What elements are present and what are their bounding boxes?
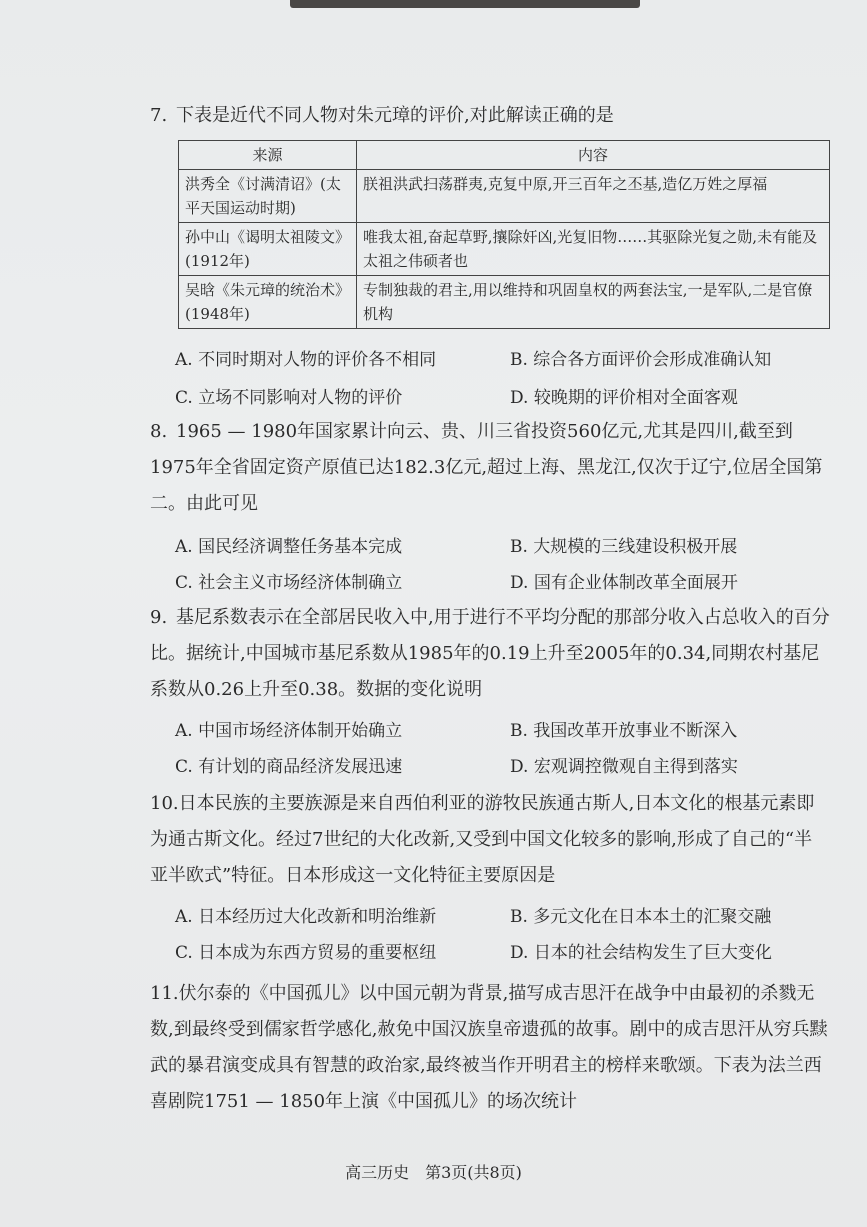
table-cell-source: 孙中山《谒明太祖陵文》(1912年) bbox=[179, 223, 357, 276]
option-c[interactable]: C. 日本成为东西方贸易的重要枢纽 bbox=[175, 943, 437, 963]
question-stem: 基尼系数表示在全部居民收入中,用于进行不平均分配的那部分收入占总收入的百分比。据统计,中国城市基尼系数从1985年的0.19上升至2005年的0.34,同期农村基尼系数从0.26上升至0.38。数据的变化说明 bbox=[150, 607, 830, 700]
question-9 bbox=[150, 600, 830, 708]
question-stem: 日本民族的主要族源是来自西伯利亚的游牧民族通古斯人,日本文化的根基元素即为通古斯文化。经过7世纪的大化改新,又受到中国文化较多的影响,形成了自己的“半亚半欧式”特征。日本形成这一文化特征主要原因是 bbox=[150, 793, 815, 886]
option-c[interactable]: C. 有计划的商品经济发展迅速 bbox=[175, 757, 403, 777]
option-a[interactable]: A. 不同时期对人物的评价各不相同 bbox=[175, 350, 437, 370]
option-c[interactable]: C. 立场不同影响对人物的评价 bbox=[175, 388, 403, 408]
table-cell-content: 专制独裁的君主,用以维持和巩固皇权的两套法宝,一是军队,二是官僚机构 bbox=[357, 276, 830, 329]
question-11 bbox=[150, 976, 830, 1120]
option-d[interactable]: D. 较晚期的评价相对全面客观 bbox=[510, 388, 738, 408]
question-stem: 下表是近代不同人物对朱元璋的评价,对此解读正确的是 bbox=[176, 105, 614, 126]
question-stem: 伏尔泰的《中国孤儿》以中国元朝为背景,描写成吉思汗在战争中由最初的杀戮无数,到最终受到儒家哲学感化,赦免中国汉族皇帝遗孤的故事。剧中的成吉思汗从穷兵黩武的暴君演变成具有智慧的政治家,最终被当作开明君主的榜样来歌颂。下表为法兰西喜剧院1751 — 1850年上演《中国孤儿》的场次统计 bbox=[150, 983, 828, 1112]
table-cell-content: 朕祖洪武扫荡群夷,克复中原,开三百年之丕基,造亿万姓之厚福 bbox=[357, 170, 830, 223]
option-b[interactable]: B. 我国改革开放事业不断深入 bbox=[510, 721, 738, 741]
page-top-edge bbox=[290, 0, 640, 8]
table-row bbox=[179, 223, 830, 276]
table-cell-content: 唯我太祖,奋起草野,攘除奸凶,光复旧物……其驱除光复之勋,未有能及太祖之伟硕者也 bbox=[357, 223, 830, 276]
option-b[interactable]: B. 大规模的三线建设积极开展 bbox=[510, 537, 738, 557]
question-7 bbox=[150, 98, 830, 134]
table-cell-source: 吴晗《朱元璋的统治术》(1948年) bbox=[179, 276, 357, 329]
option-a[interactable]: A. 日本经历过大化改新和明治维新 bbox=[175, 907, 437, 927]
evaluation-table bbox=[178, 140, 830, 329]
option-d[interactable]: D. 宏观调控微观自主得到落实 bbox=[510, 757, 738, 777]
question-number: 11. bbox=[150, 983, 179, 1004]
question-8 bbox=[150, 414, 830, 522]
question-10 bbox=[150, 786, 830, 894]
table-cell-source: 洪秀全《讨满清诏》(太平天国运动时期) bbox=[179, 170, 357, 223]
option-b[interactable]: B. 综合各方面评价会形成准确认知 bbox=[510, 350, 772, 370]
question-stem: 1965 — 1980年国家累计向云、贵、川三省投资560亿元,尤其是四川,截至到1975年全省固定资产原值已达182.3亿元,超过上海、黑龙江,仅次于辽宁,位居全国第二。由此可见 bbox=[150, 421, 823, 514]
option-d[interactable]: D. 国有企业体制改革全面展开 bbox=[510, 573, 738, 593]
option-d[interactable]: D. 日本的社会结构发生了巨大变化 bbox=[510, 943, 772, 963]
page-footer: 高三历史 第3页(共8页) bbox=[345, 1163, 522, 1182]
question-number: 8. bbox=[150, 421, 168, 442]
question-number: 9. bbox=[150, 607, 168, 628]
table-row bbox=[179, 170, 830, 223]
table-header-source: 来源 bbox=[179, 141, 357, 170]
option-c[interactable]: C. 社会主义市场经济体制确立 bbox=[175, 573, 403, 593]
option-b[interactable]: B. 多元文化在日本本土的汇聚交融 bbox=[510, 907, 772, 927]
table-header-content: 内容 bbox=[357, 141, 830, 170]
option-a[interactable]: A. 中国市场经济体制开始确立 bbox=[175, 721, 403, 741]
question-number: 7. bbox=[150, 105, 168, 126]
option-a[interactable]: A. 国民经济调整任务基本完成 bbox=[175, 537, 403, 557]
question-number: 10. bbox=[150, 793, 179, 814]
table-header-row bbox=[179, 141, 830, 170]
table-row bbox=[179, 276, 830, 329]
